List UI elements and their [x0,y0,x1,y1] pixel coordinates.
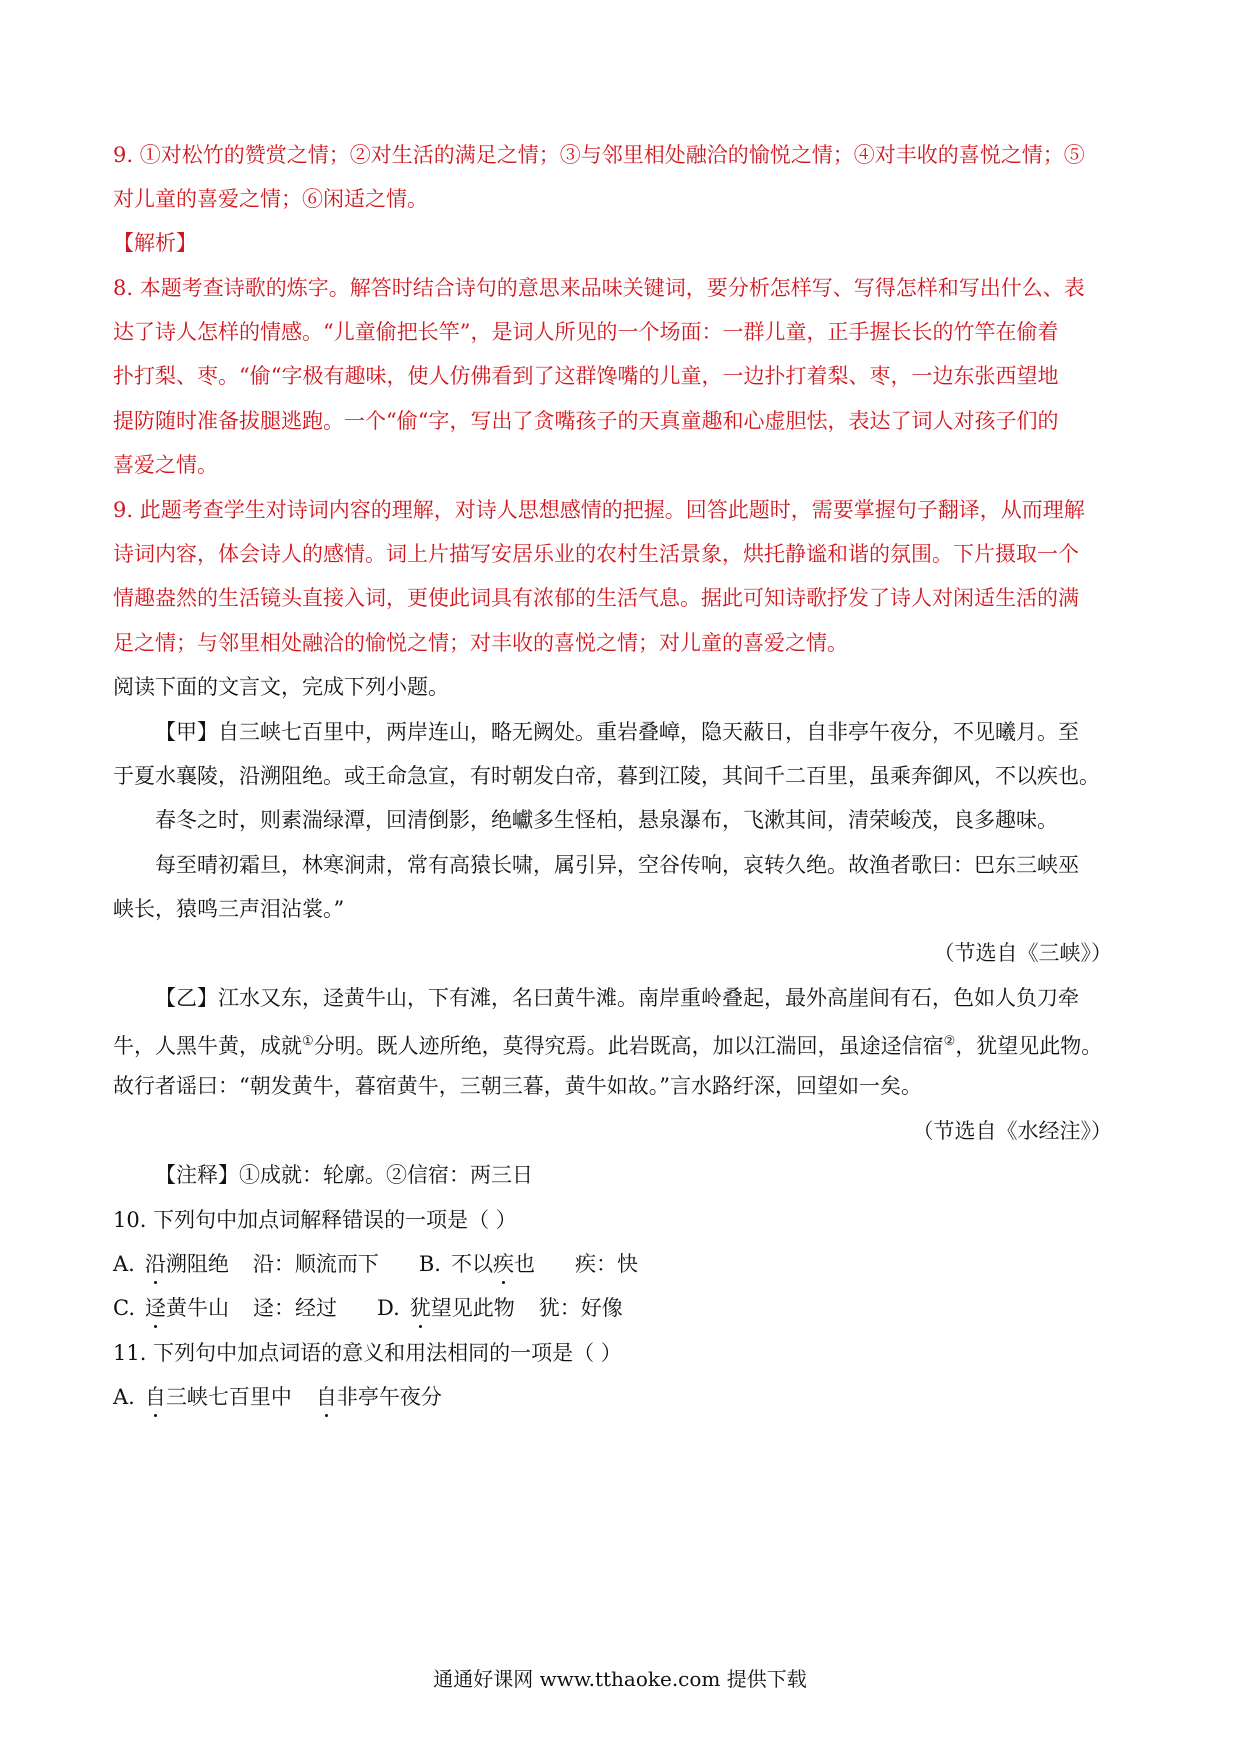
passage-jia-line-1: 【甲】自三峡七百里中，两岸连山，略无阙处。重岩叠嶂，隐天蔽日，自非亭午夜分，不见曦月。至 [155,720,1079,744]
q11-option-a-label: A. [113,1385,135,1409]
analysis-9-line-2: 诗词内容，体会诗人的感情。词上片描写安居乐业的农村生活景象，烘托静谧和谐的氛围。下片摄取一个 [113,542,1079,566]
footnote-mark-2: ② [943,1034,956,1049]
passage-yi-text-a: 牛，人黑牛黄，成就 [113,1034,302,1058]
question-10-options-cd [113,1293,623,1323]
q11-option-a-text-1: 三峡七百里中 [165,1385,292,1409]
passage-jia-line-3: 春冬之时，则素湍绿潭，回清倒影，绝巘多生怪柏，悬泉瀑布，飞漱其间，清荣峻茂，良多趣味。 [155,808,1058,832]
option-d-label: D. [377,1296,400,1320]
option-b-text-pre: 不以 [450,1252,493,1276]
option-c-text: 黄牛山 [166,1296,229,1320]
option-d-dotted-word: 犹 [410,1293,431,1323]
passage-jia-line-2: 于夏水襄陵，沿溯阻绝。或王命急宣，有时朝发白帝，暮到江陵，其间千二百里，虽乘奔御风，不以疾也。 [113,764,1100,788]
page-footer: 通通好课网 www.tthaoke.com 提供下载 [433,1667,807,1691]
option-a-gloss: 沿：顺流而下 [252,1252,379,1276]
option-b-label: B. [418,1252,441,1276]
source-yi: （节选自《水经注》） [912,1119,1112,1143]
question-11-option-a [113,1382,442,1412]
option-c-dotted-word: 迳 [145,1293,166,1323]
option-b-text-post: 也 [513,1252,535,1276]
analysis-9-line-4: 足之情；与邻里相处融洽的愉悦之情；对丰收的喜悦之情；对儿童的喜爱之情。 [113,631,848,655]
option-a-label: A. [113,1252,135,1276]
option-b-dotted-word: 疾 [493,1249,514,1279]
option-c-label: C. [113,1296,135,1320]
q11-option-a-dotted-word-2: 自 [316,1382,337,1412]
reading-instruction: 阅读下面的文言文，完成下列小题。 [113,675,449,699]
passage-jia-line-4: 每至晴初霜旦，林寒涧肃，常有高猿长啸，属引异，空谷传响，哀转久绝。故渔者歌曰：巴东三峡巫 [155,853,1079,877]
passage-yi-text-b: 分明。既人迹所绝，莫得究焉。此岩既高，加以江湍回，虽途迳信宿 [313,1034,944,1058]
analysis-8-line-2: 达了诗人怎样的情感。“儿童偷把长竿”，是词人所见的一个场面：一群儿童，正手握长长的竹竿在偷着 [113,320,1059,344]
answer-9-line-2: 对儿童的喜爱之情；⑥闲适之情。 [113,187,428,211]
option-c-gloss: 迳：经过 [253,1296,337,1320]
analysis-8-line-1: 8. 本题考查诗歌的炼字。解答时结合诗句的意思来品味关键词，要分析怎样写、写得怎样和写出什么、表 [113,276,1085,300]
analysis-8-line-4: 提防随时准备拔腿逃跑。一个“偷“字，写出了贪嘴孩子的天真童趣和心虚胆怯，表达了词人对孩子们的 [113,409,1059,433]
passage-yi-line-2 [113,1027,1102,1061]
source-jia: （节选自《三峡》） [933,941,1112,965]
option-a-dotted-word: 沿 [145,1249,166,1279]
q11-option-a-text-2: 非亭午夜分 [336,1385,442,1409]
analysis-8-line-5: 喜爱之情。 [113,453,218,477]
footnote-mark-1: ① [302,1034,314,1049]
answer-9-line-1: 9. ①对松竹的赞赏之情；②对生活的满足之情；③与邻里相处融洽的愉悦之情；④对丰收的喜悦之情；⑤ [113,143,1085,167]
analysis-9-line-3: 情趣盎然的生活镜头直接入词，更使此词具有浓郁的生活气息。据此可知诗歌抒发了诗人对闲适生活的满 [113,586,1079,610]
option-d-text: 望见此物 [430,1296,515,1320]
q11-option-a-dotted-word-1: 自 [145,1382,166,1412]
question-10-stem: 10. 下列句中加点词解释错误的一项是（ ） [113,1208,517,1232]
analysis-8-line-3: 扑打梨、枣。“偷“字极有趣味，使人仿佛看到了这群馋嘴的儿童，一边扑打着梨、枣，一边东张西望地 [113,364,1059,388]
option-a-text: 溯阻绝 [165,1252,229,1276]
option-b-gloss: 疾：快 [574,1252,638,1276]
analysis-9-line-1: 9. 此题考查学生对诗词内容的理解，对诗人思想感情的把握。回答此题时，需要掌握句子翻译，从而理解 [113,498,1085,522]
question-10-options-ab [113,1249,638,1279]
question-11-stem: 11. 下列句中加点词语的意义和用法相同的一项是（ ） [113,1341,622,1365]
passage-jia-line-5: 峡长，猿鸣三声泪沾裳。” [113,897,345,921]
passage-yi-line-3: 故行者谣曰：“朝发黄牛，暮宿黄牛，三朝三暮，黄牛如故。”言水路纡深，回望如一矣。 [113,1074,922,1098]
option-d-gloss: 犹：好像 [538,1296,623,1320]
notes: 【注释】①成就：轮廓。②信宿：两三日 [155,1163,533,1187]
passage-yi-text-c: ，犹望见此物。 [955,1034,1103,1058]
analysis-heading: 【解析】 [113,231,197,255]
passage-yi-line-1: 【乙】江水又东，迳黄牛山，下有滩，名曰黄牛滩。南岸重岭叠起，最外高崖间有石，色如人负刀牵 [155,986,1079,1010]
